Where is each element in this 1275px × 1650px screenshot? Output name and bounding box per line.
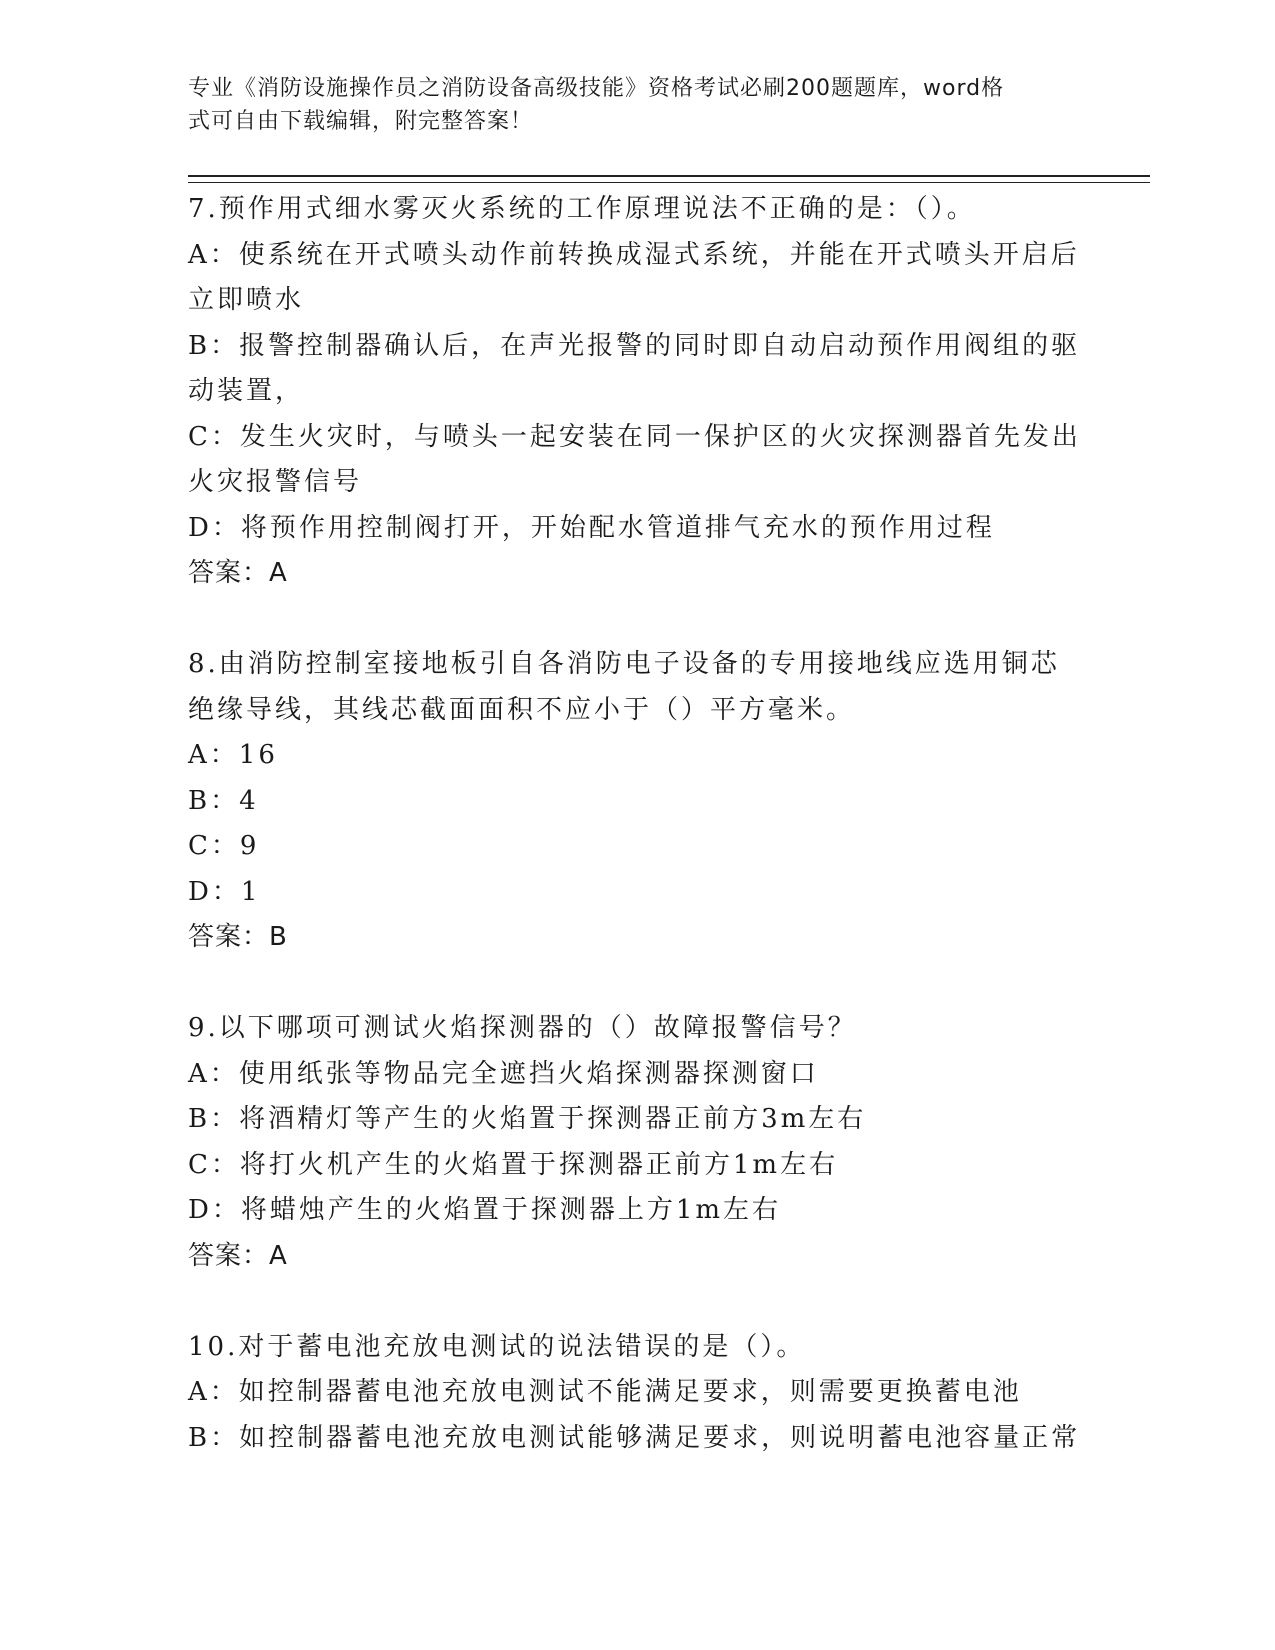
option-b: B：4	[188, 785, 259, 816]
header-divider-thin	[188, 182, 1150, 183]
answer-label: 答案：A	[188, 1240, 288, 1271]
answer-label: 答案：B	[188, 922, 288, 952]
option-d: D：1	[188, 876, 261, 907]
question-block	[188, 1006, 1078, 1279]
answer-label: 答案：A	[188, 558, 288, 588]
option-d: D：将预作用控制阀打开，开始配水管道排气充水的预作用过程	[188, 512, 995, 543]
header-line-2: 式可自由下载编辑，附完整答案！	[188, 109, 534, 134]
option-b: B：将酒精灯等产生的火焰置于探测器正前方3m左右	[188, 1104, 867, 1134]
question-stem: 7.预作用式细水雾灭火系统的工作原理说法不正确的是：（）。	[188, 194, 976, 224]
option-c: C：将打火机产生的火焰置于探测器正前方1m左右	[188, 1149, 839, 1180]
document-header	[188, 72, 1088, 138]
option-b: B：报警控制器确认后，在声光报警的同时即自动启动预作用阀组的驱	[188, 330, 1081, 361]
option-d: D：将蜡烛产生的火焰置于探测器上方1m左右	[188, 1195, 782, 1225]
option-c: C：发生火灾时，与喷头一起安装在同一保护区的火灾探测器首先发出	[188, 421, 1081, 452]
question-list	[188, 187, 1081, 1461]
option-b-continued: 动装置，	[188, 376, 305, 406]
question-block	[188, 1325, 1081, 1462]
spacer	[188, 597, 1078, 643]
question-stem: 10.对于蓄电池充放电测试的说法错误的是（）。	[188, 1331, 806, 1362]
option-a: A：16	[188, 740, 278, 770]
option-a: A：使用纸张等物品完全遮挡火焰探测器探测窗口	[188, 1058, 819, 1089]
header-line-1: 专业《消防设施操作员之消防设备高级技能》资格考试必刷200题题库，word格	[188, 76, 1005, 101]
option-c: C：9	[188, 831, 260, 861]
option-a: A：如控制器蓄电池充放电测试不能满足要求，则需要更换蓄电池	[188, 1377, 1022, 1407]
question-stem: 8.由消防控制室接地板引自各消防电子设备的专用接地线应选用铜芯	[188, 649, 1060, 679]
option-c-continued: 火灾报警信号	[188, 467, 363, 497]
option-a-continued: 立即喷水	[188, 285, 305, 315]
spacer	[188, 961, 1078, 1007]
question-stem-continued: 绝缘导线，其线芯截面面积不应小于（）平方毫米。	[188, 694, 856, 725]
question-block	[188, 187, 1081, 597]
header-divider-thick	[188, 175, 1150, 177]
question-block	[188, 642, 1078, 961]
option-b: B：如控制器蓄电池充放电测试能够满足要求，则说明蓄电池容量正常	[188, 1422, 1081, 1453]
question-stem: 9.以下哪项可测试火焰探测器的（）故障报警信号？	[188, 1013, 857, 1043]
spacer	[188, 1279, 1078, 1325]
option-a: A：使系统在开式喷头动作前转换成湿式系统，并能在开式喷头开启后	[188, 239, 1080, 270]
